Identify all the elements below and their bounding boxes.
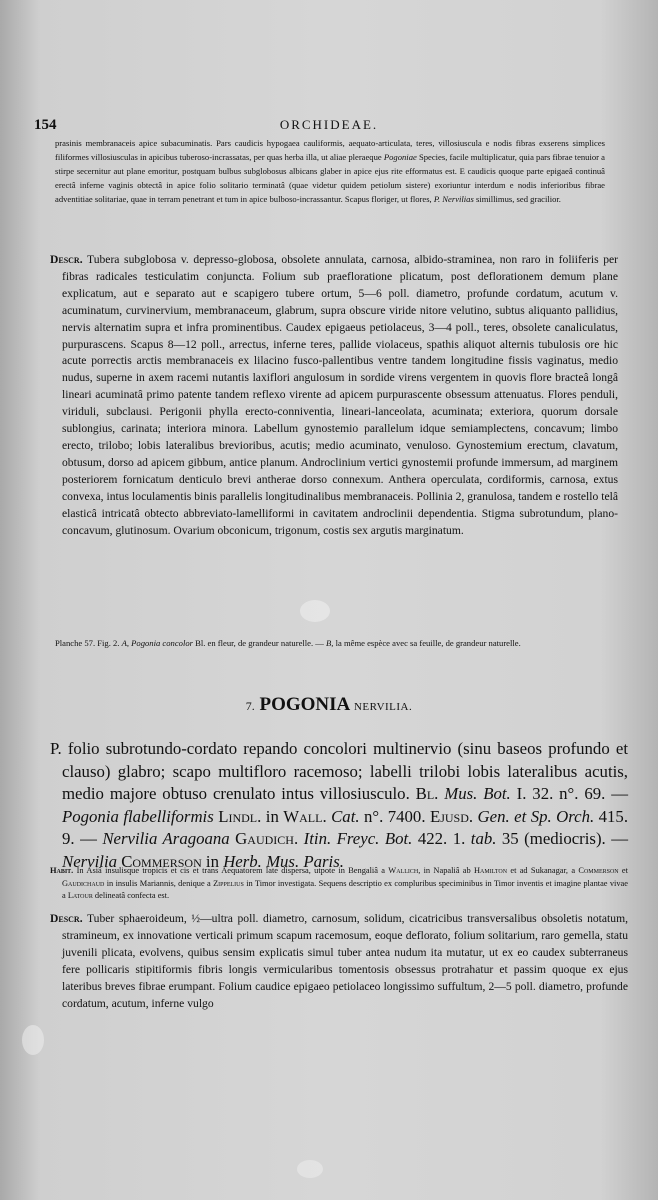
caption-italic: A <box>121 638 127 648</box>
diagnosis-text: P. folio subrotundo-cordato repando concolori multinervio (sinu baseos profundo et clauso) glabro; scapo multifloro racemoso; labelli trilobi lobis lateralibus acutis, medio majore obtuso crenulato intus villosiusculo. <box>50 739 628 803</box>
collector-name: Hamilton <box>473 866 508 875</box>
scan-blemish <box>297 1160 323 1178</box>
author-name: Ejusd. <box>429 806 474 826</box>
habitat-text: delineatâ confecta est. <box>92 891 170 901</box>
work-title: Mus. Bot. <box>444 784 511 803</box>
work-title: Cat. <box>331 806 360 826</box>
caption-italic: B <box>326 638 332 648</box>
work-title: Itin. Freyc. Bot. <box>303 829 413 848</box>
synonym-name: Pogonia flabelliformis <box>62 806 214 826</box>
species-epithet: NERVILIA. <box>353 701 413 713</box>
habitat-text: in Timor investigata. Sequens descriptio ex compluribus speciminibus in Timor inventis et imagine plantae vivae a <box>62 878 628 901</box>
caption-italic: Pogonia concolor <box>131 638 193 648</box>
caption-text: , la même espèce avec sa feuille, de grandeur naturelle. <box>331 638 521 648</box>
habitat-text: In Asiâ insulisque tropicis et cis et trans Aequatorem late dispersa, utpote in Bengaliâ a <box>73 866 389 875</box>
scan-blemish <box>22 1025 44 1055</box>
descr-text: Tubera subglobosa v. depresso-globosa, obsolete annulata, carnosa, albido-straminea, non raro in foliiferis per fibras radicales testiculatim conjuncta. Folium sub praefloratione plicatum, post deflorationem demum plane explicatum, aut e separato aut e scapigero tubere ortum, 5—6 poll. diametro, profunde cordatum, acutum v. acuminatum, curvinervium, membranaceum, glabrum, supra obscure viride nitore velutino, subtus aliquanto pallidius, nervis alternatim supra et infra prominentibus. Caudex epigaeus petiolaceus, 3—4 poll., teres, obsolete canaliculatus, purpurascens. Scapus 8—12 poll., arrectus, inferne teres, pallide violaceus, spathis aliquot alternis tubulosis ore hic acute porrectis arctis membranaceis ex lilacino fusco-pallentibus ventre tandem longitudine fissis vaginatus, medio nudus, superne in axem racemi nutantis laxiflori angulosum in sordide virens vergentem in quovis flore bracteâ longâ lineari acuminatâ primo patente tandem reflexo virente ad apicem purpurascente obsessum attenuatus. Flores penduli, viriduli, subclausi. Perigonii phylla erecto-conniventia, lineari-lanceolata, acuminata; exteriora, quorum dorsale sublongius, carinata; interiora minora. Labellum gynostemio parallelum idque semiamplectens, concavum; limbo erecto, trilobo; lobis lateralibus brevioribus, acutis; medio acuminato, venuloso. Gynostemium erectum, clavatum, obtusum, dorso ad apicem gibbum, antice planum. Androclinium vertici gynostemii profunde immersum, ad marginem posteriorem fornicatum denticulo brevi antherae dorso connexum. Anthera operculata, cordiformis, carnosa, extus convexa, intus loculamentis binis parallelis longitudinalibus membranaceis. Pollinia 2, granulosa, tandem e rostello telâ elasticâ intricatâ obtecto abbreviato-lamelliformi in cavitatem androclinii dependentia. Stigma subrotundum, plano-concavum, glutinosum. Ovarium obconicum, trigonum, costis sex argutis marginatum. <box>62 253 618 537</box>
work-title: tab. <box>470 829 497 848</box>
species-diagnosis <box>50 738 628 873</box>
habitat-text: in insulis Mariannis, denique a <box>104 878 214 888</box>
diagnosis-text: 35 (mediocris). — <box>496 829 629 848</box>
continuation-italic-1: Pogoniae <box>383 152 417 162</box>
continuation-text-1: prasinis membranaceis apice subacuminatis. Pars caudicis hypogaea cauliformis, aequato-articulata, teres, villosiuscula e nodis fibras exserens simplices filiformes villosiusculas in apicibus tuberoso-incrassatas, per quas herba illa, ut aliae pleraeque <box>55 138 605 162</box>
caption-text: Planche 57. Fig. 2. <box>55 638 122 648</box>
diagnosis-text: in <box>261 806 284 826</box>
descr-label: Descr. <box>50 912 83 925</box>
habitat-paragraph <box>50 865 628 903</box>
description-paragraph-1 <box>50 252 618 539</box>
habitat-text: , in Napaliâ ab <box>418 866 474 875</box>
habitat-text: et ad Sukanagar, a <box>507 866 579 875</box>
plate-caption <box>55 636 617 652</box>
collector-name: Gaudichaud <box>62 878 105 888</box>
synonym-name: Nervilia <box>62 851 117 871</box>
author-name: Commerson <box>117 851 202 871</box>
diagnosis-text: 422. 1. <box>412 829 471 848</box>
running-header: ORCHIDEAE. <box>279 117 379 132</box>
continuation-text-3: simillimus, sed gracilior. <box>473 194 561 204</box>
continuation-paragraph <box>55 136 605 206</box>
descr-text: Tuber sphaeroideum, ½—ultra poll. diametro, carnosum, solidum, cicatricibus transversalibus obsoletis notatum, stramineum, ex innovatione verticali primum scapum racemosum, eoque deflorato, folium solitarium, raro gemella, statu juvenili plicata, evolvens, quibus sensim explicatis simul tuber antea nudum ita mutatur, ut ex eo caudex subterraneus fere pollicaris stipitiformis fibris longis vermicularibus tomentosis obsessus protrahatur et passim quoque ex ejus lateribus breves fibrae erumpant. Folium caudice epigaeo petiolaceo longissimo suffultum, 2—5 poll. diametro, profunde cordatum, acutum, inferne vulgo <box>62 912 628 1010</box>
diagnosis-text: I. 32. n°. 69. — <box>510 784 628 803</box>
author-name: Gaudich. <box>229 829 299 848</box>
habitat-label: Habit. <box>50 866 74 875</box>
synonym-name: Nervilia Aragoana <box>102 829 230 848</box>
author-name: Wall. <box>283 806 327 826</box>
collector-name: Wallich <box>388 866 419 875</box>
work-title: Herb. Mus. Paris. <box>223 851 344 871</box>
caption-text: Bl. en fleur, de grandeur naturelle. — <box>192 638 327 648</box>
collector-name: Commerson <box>578 866 619 875</box>
descr-label: Descr. <box>50 253 83 266</box>
author-name: Bl. <box>415 784 439 803</box>
description-paragraph-2 <box>50 911 628 1012</box>
scan-blemish <box>300 600 330 622</box>
species-heading <box>0 694 658 716</box>
continuation-italic-2: P. Nervilias <box>433 194 474 204</box>
page-number: 154 <box>34 117 57 133</box>
collector-name: Zippelius <box>213 878 244 888</box>
species-number: 7. <box>245 699 255 713</box>
species-genus: POGONIA <box>259 694 350 715</box>
diagnosis-text: n°. 7400. <box>359 806 430 826</box>
diagnosis-text: 415. 9. — <box>62 806 629 848</box>
diagnosis-text: in <box>201 851 224 871</box>
caption-text: , <box>126 638 132 648</box>
collector-name: Latour <box>67 891 93 901</box>
work-title: Gen. et Sp. Orch. <box>477 806 595 826</box>
habitat-text: et <box>618 866 628 875</box>
continuation-text-2: Species, facile multiplicatur, quia pars fibrae tenuior a stirpe secernitur aut plane emoritur, postquam bulbus subglobosus albicans glaber in apice ejus rite efformatus est. E caudicis quoque parte epigaeâ continuâ erectâ inferne vaginis obtectâ in apice folio solitario terminatâ (quae videtur quidem petiolum sistere) exoriuntur interdum e nodis inferioribus fibrae adventitiae solitariae, quae in terram penetrant et tum in apice bulboso-incrassantur. Scapus floriger, ut flores, <box>55 152 605 204</box>
author-name: Lindl. <box>213 806 262 826</box>
